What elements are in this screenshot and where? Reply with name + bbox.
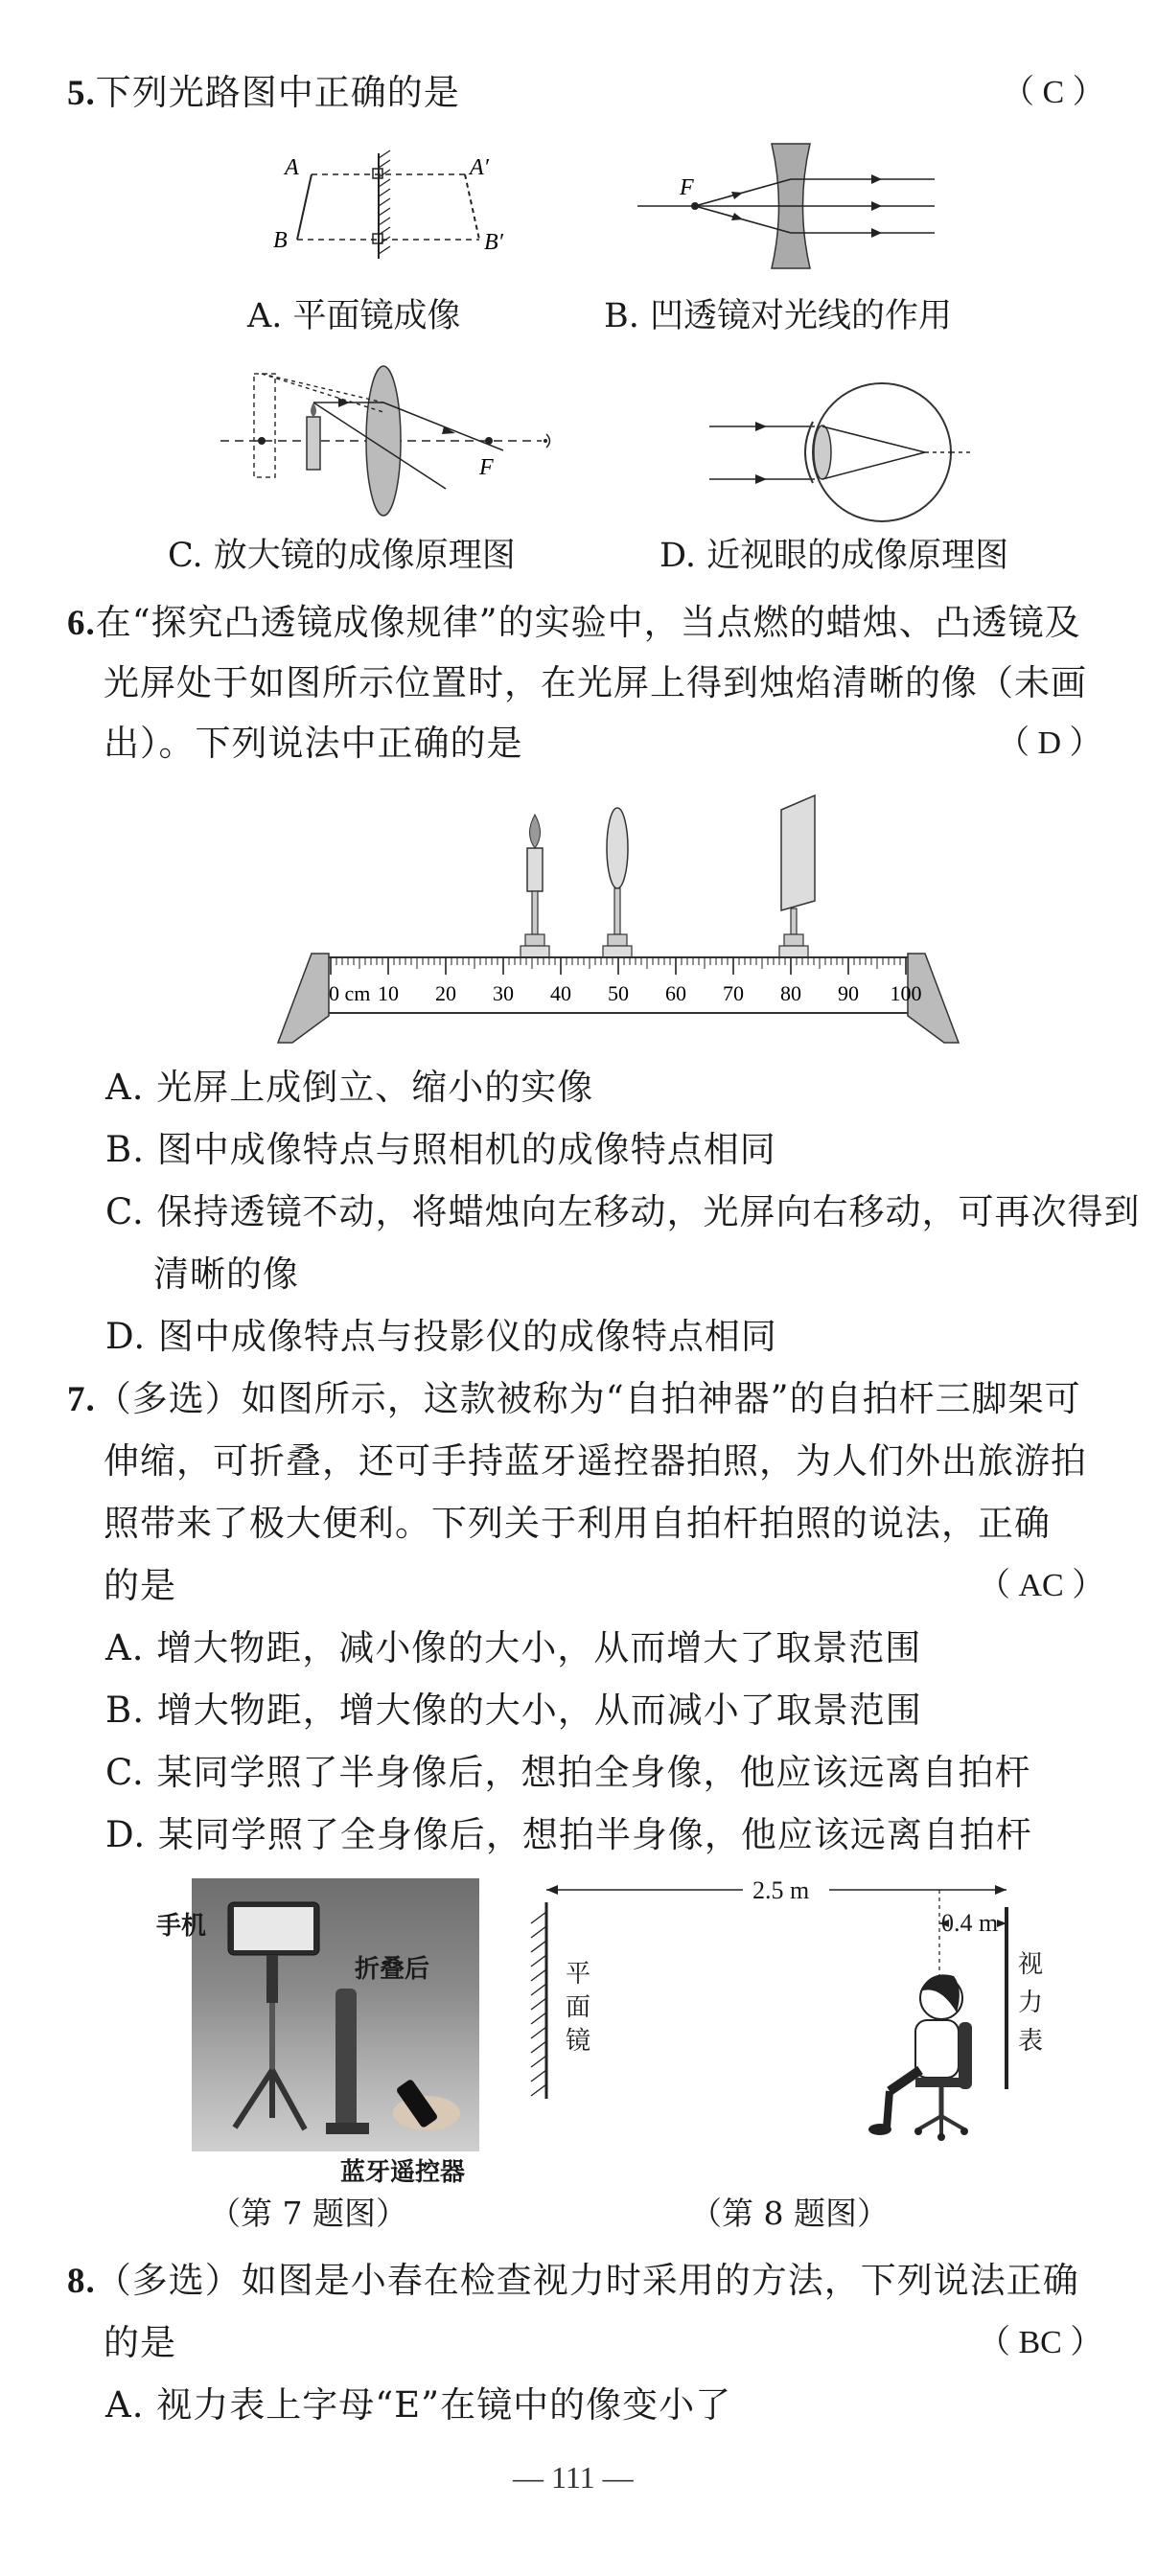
label-f-b: F	[680, 175, 694, 200]
q5-figure-d-eye	[709, 383, 997, 518]
q6-number: 6.	[67, 604, 96, 643]
q8-label-mirror-1: 平	[566, 1960, 591, 1989]
q7-label-folded: 折叠后	[355, 1955, 430, 1984]
q5-stem-text: 下列光路图中正确的是	[95, 72, 460, 113]
q7-stem-text-1: （多选）如图所示，这款被称为“自拍神器”的自拍杆三脚架可	[95, 1378, 1081, 1419]
ruler-tick-label: 50	[608, 981, 629, 1005]
q5-figure-b-concave-lens	[637, 139, 944, 273]
ruler-tick-label: 30	[493, 981, 514, 1005]
q6-stem-line-2: 光屏处于如图所示位置时，在光屏上得到烛焰清晰的像（未画	[104, 662, 1087, 703]
q5-answer: （ C ）	[1002, 75, 1105, 110]
q5-stem	[67, 69, 460, 118]
q7-stem-line-3: 照带来了极大便利。下列关于利用自拍杆拍照的说法，正确	[104, 1503, 1051, 1544]
q5-figure-a-plane-mirror	[273, 153, 522, 268]
q6-option-a: A. 光屏上成倒立、缩小的实像	[105, 1067, 594, 1108]
ruler-tick-label: 90	[838, 981, 859, 1005]
label-a: A	[285, 155, 299, 180]
q7-label-remote: 蓝牙遥控器	[340, 2158, 466, 2187]
label-a-prime: A′	[470, 155, 489, 180]
q5-caption-b: B. 凹透镜对光线的作用	[604, 297, 952, 335]
ruler-tick-label: 100	[890, 981, 922, 1005]
label-b: B	[273, 228, 288, 253]
ruler-tick-label: 40	[550, 981, 571, 1005]
q7-option-d: D. 某同学照了全身像后，想拍半身像，他应该远离自拍杆	[105, 1814, 1032, 1855]
ruler-tick-label: 80	[780, 981, 801, 1005]
q8-label-chart-3: 表	[1018, 2027, 1044, 2056]
q5-number: 5.	[67, 74, 96, 113]
q7-stem-line-1	[67, 1375, 1081, 1424]
q7-number: 7.	[67, 1380, 96, 1419]
ruler-tick-label: 0 cm	[329, 981, 371, 1005]
q5-caption-a: A. 平面镜成像	[247, 297, 461, 335]
q7-option-a: A. 增大物距，减小像的大小，从而增大了取景范围	[105, 1627, 922, 1668]
ruler-tick-label: 70	[723, 981, 744, 1005]
q8-figure-caption: （第 8 题图）	[690, 2195, 889, 2232]
q5-figure-c-magnifier	[216, 359, 561, 513]
q6-answer: （ D ）	[997, 725, 1102, 761]
q8-label-mirror-3: 镜	[566, 2027, 591, 2056]
q8-stem-line-2: 的是	[104, 2322, 176, 2363]
q6-option-b: B. 图中成像特点与照相机的成像特点相同	[105, 1129, 776, 1170]
q8-label-dist-0-4m: 0.4 m	[941, 1909, 999, 1937]
q7-stem-line-4: 的是	[104, 1565, 176, 1606]
q5-caption-d: D. 近视眼的成像原理图	[659, 537, 1009, 575]
q5-caption-c: C. 放大镜的成像原理图	[168, 537, 516, 575]
ruler-tick-label: 10	[378, 981, 399, 1005]
q6-stem-line-1	[67, 599, 1081, 648]
q7-option-b: B. 增大物距，增大像的大小，从而减小了取景范围	[105, 1690, 922, 1731]
q8-label-dist-2-5m: 2.5 m	[752, 1876, 810, 1904]
q8-stem-line-1	[67, 2257, 1079, 2306]
page-number: — 111 —	[513, 2460, 634, 2495]
ruler-tick-label: 60	[665, 981, 686, 1005]
label-f-c: F	[479, 455, 494, 480]
q6-option-c: C. 保持透镜不动，将蜡烛向左移动，光屏向右移动，可再次得到	[105, 1191, 1141, 1232]
q8-answer: （ BC ）	[978, 2325, 1103, 2360]
q7-stem-line-2: 伸缩，可折叠，还可手持蓝牙遥控器拍照，为人们外出旅游拍	[104, 1440, 1087, 1482]
q8-option-a: A. 视力表上字母“E”在镜中的像变小了	[105, 2384, 732, 2426]
q8-label-chart-1: 视	[1018, 1950, 1044, 1979]
q6-figure-optical-bench	[273, 795, 963, 1045]
q7-answer: （ AC ）	[978, 1568, 1105, 1603]
q7-option-c: C. 某同学照了半身像后，想拍全身像，他应该远离自拍杆	[105, 1752, 1031, 1793]
q8-label-mirror-2: 面	[566, 1993, 591, 2022]
ruler-tick-label: 20	[435, 981, 456, 1005]
q6-option-c-cont: 清晰的像	[153, 1254, 299, 1295]
q8-stem-text-1: （多选）如图是小春在检查视力时采用的方法，下列说法正确	[95, 2260, 1079, 2301]
q8-label-chart-2: 力	[1018, 1989, 1044, 2017]
q6-stem-text-1: 在“探究凸透镜成像规律”的实验中，当点燃的蜡烛、凸透镜及	[95, 602, 1081, 643]
q6-stem-line-3: 出）。下列说法中正确的是	[104, 723, 523, 764]
q7-label-phone: 手机	[156, 1912, 207, 1941]
q8-number: 8.	[67, 2262, 96, 2301]
label-b-prime: B′	[484, 230, 503, 255]
q6-option-d: D. 图中成像特点与投影仪的成像特点相同	[105, 1316, 777, 1357]
q7-figure-caption: （第 7 题图）	[209, 2195, 407, 2232]
q7-photo-selfie-stick	[192, 1878, 479, 2151]
